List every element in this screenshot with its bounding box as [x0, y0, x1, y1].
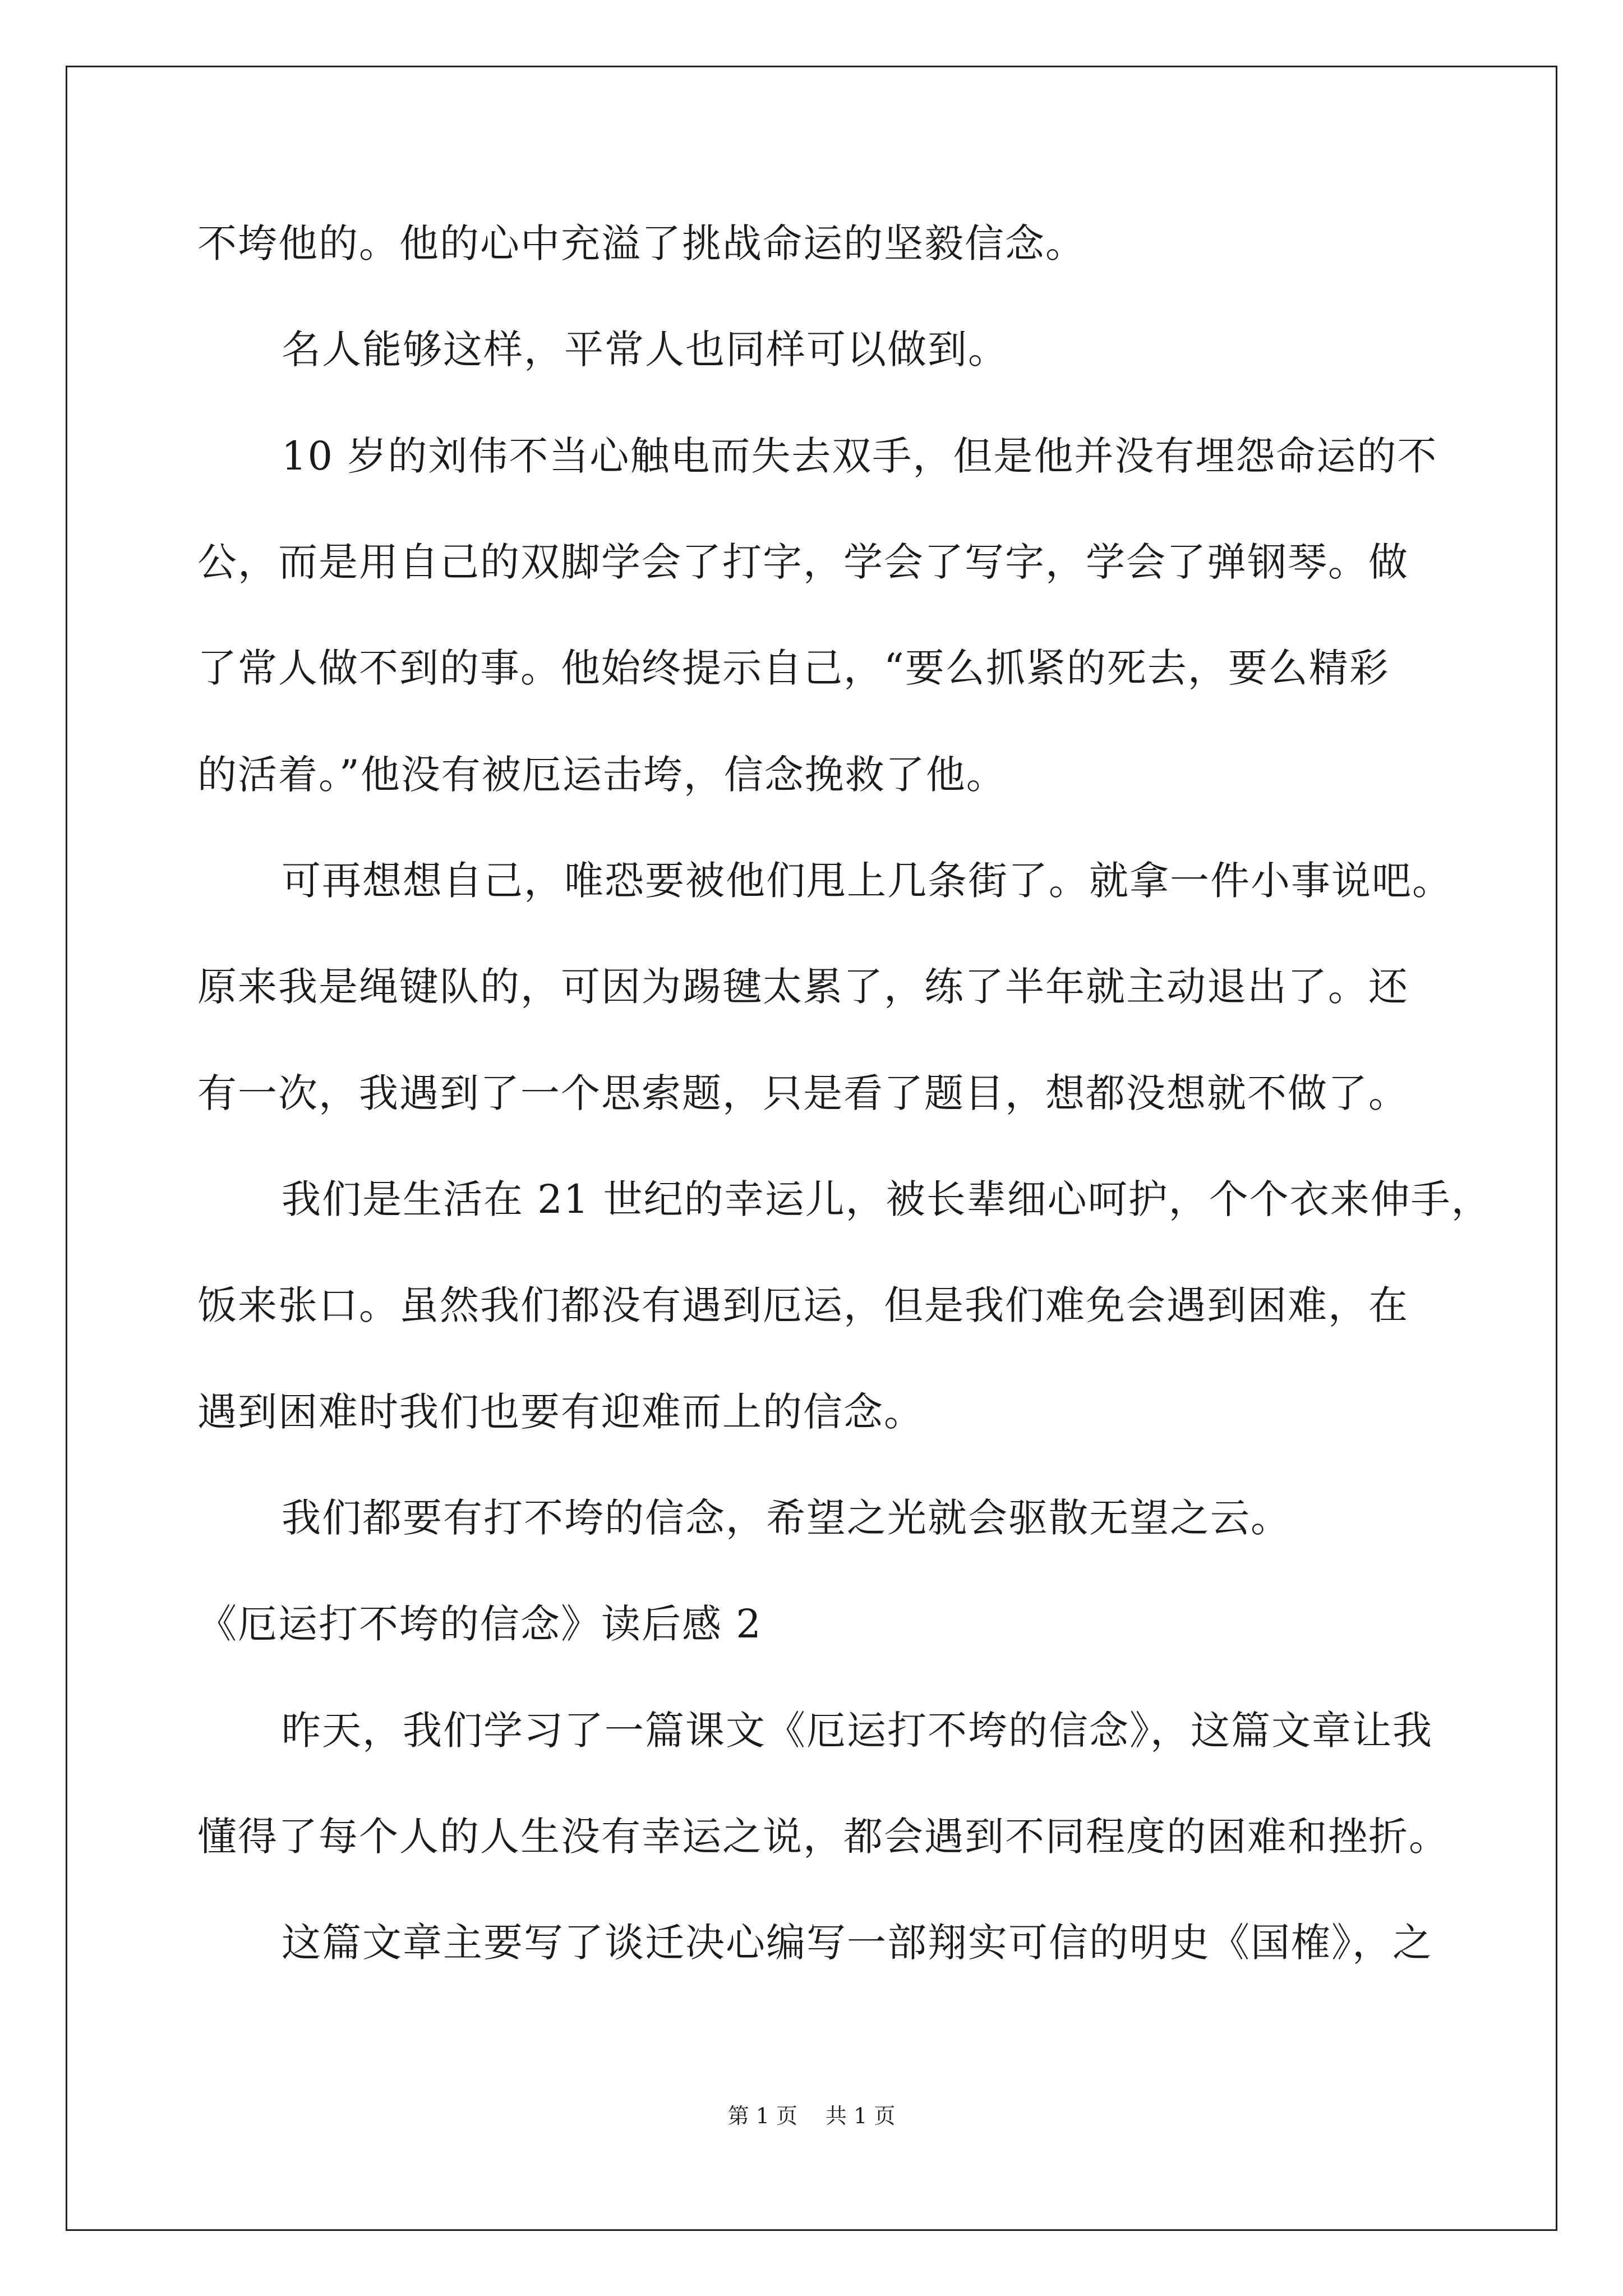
paragraph-line: 昨天，我们学习了一篇课文《厄运打不垮的信念》，这篇文章让我 [282, 1708, 1433, 1754]
paragraph-line: 遇到困难时我们也要有迎难而上的信念。 [197, 1389, 924, 1435]
paragraph-line: 这篇文章主要写了谈迁决心编写一部翔实可信的明史《国榷》，之 [282, 1920, 1433, 1966]
page-number: 第 1 页 [727, 2104, 797, 2128]
paragraph-line: 不垮他的。他的心中充溢了挑战命运的坚毅信念。 [197, 220, 1086, 266]
paragraph-line: 名人能够这样，平常人也同样可以做到。 [282, 326, 1008, 372]
paragraph-line: 10 岁的刘伟不当心触电而失去双手，但是他并没有埋怨命运的不 [282, 433, 1438, 479]
paragraph-line: 公，而是用自己的双脚学会了打字，学会了写字，学会了弹钢琴。做 [197, 539, 1409, 585]
page-footer [0, 2102, 1623, 2129]
paragraph-line: 了常人做不到的事。他始终提示自己，“要么抓紧的死去，要么精彩 [197, 645, 1390, 691]
section-heading: 《厄运打不垮的信念》读后感 2 [197, 1601, 762, 1647]
paragraph-line: 我们是生活在 21 世纪的幸运儿，被长辈细心呵护，个个衣来伸手， [282, 1176, 1492, 1222]
page-border [66, 66, 1557, 2231]
paragraph-line: 可再想想自己，唯恐要被他们甩上几条街了。就拿一件小事说吧。 [282, 858, 1453, 904]
paragraph-line: 的活着。”他没有被厄运击垮，信念挽救了他。 [197, 752, 1007, 798]
paragraph-line: 懂得了每个人的人生没有幸运之说，都会遇到不同程度的困难和挫折。 [197, 1814, 1449, 1860]
paragraph-line: 有一次，我遇到了一个思索题，只是看了题目，想都没想就不做了。 [197, 1070, 1409, 1116]
page-total: 共 1 页 [826, 2104, 896, 2128]
paragraph-line: 饭来张口。虽然我们都没有遇到厄运，但是我们难免会遇到困难，在 [197, 1282, 1409, 1328]
paragraph-line: 原来我是绳键队的，可因为踢毽太累了，练了半年就主动退出了。还 [197, 964, 1409, 1010]
paragraph-line: 我们都要有打不垮的信念，希望之光就会驱散无望之云。 [282, 1495, 1291, 1541]
